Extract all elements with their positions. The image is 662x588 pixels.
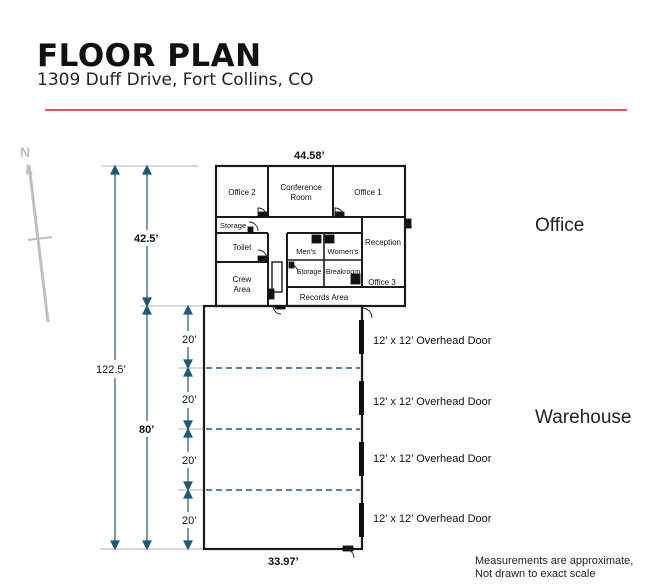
disclaimer-line-2: Not drawn to exact scale [475,568,596,580]
dim-bottom-width: 33.97’ [268,556,299,568]
dimension-lines [100,166,204,549]
room-office-1: Office 1 [354,188,382,197]
overhead-door-label-3: 12’ x 12’ Overhead Door [373,453,492,465]
room-records-area: Records Area [299,293,349,302]
dim-warehouse-depth: 80’ [139,424,155,436]
page-title: FLOOR PLAN [37,38,262,74]
room-toilet: Toilet [232,243,252,252]
north-label: N [20,144,31,160]
room-breakroom: Breakroom [325,269,361,276]
north-arrow [20,144,52,322]
overhead-door-label-2: 12’ x 12’ Overhead Door [373,396,492,408]
room-storage-small: Storage [296,269,322,276]
room-storage-top: Storage [219,221,247,230]
dim-bay-1: 20’ [182,334,197,346]
property-address: 1309 Duff Drive, Fort Collins, CO [37,70,314,90]
dim-total-depth: 122.5’ [96,364,126,376]
warehouse-walls [204,306,364,549]
corridor-column [272,262,282,292]
room-mens: Men's [296,247,316,256]
overhead-door-label-4: 12’ x 12’ Overhead Door [373,513,492,525]
dim-bay-2: 20’ [182,394,197,406]
overhead-door-label-1: 12’ x 12’ Overhead Door [373,335,492,347]
room-womens: Women's [327,247,359,256]
room-office-3: Office 3 [368,278,396,287]
dim-top-width: 44.58’ [294,150,325,162]
room-reception: Reception [364,238,402,247]
room-conference-line2: Room [290,193,312,202]
measurement-disclaimer [475,555,633,581]
room-crew-line2: Area [233,285,251,294]
dim-bay-4: 20’ [182,515,197,527]
room-office-2: Office 2 [228,188,256,197]
room-crew-line1: Crew [232,275,252,284]
room-conference-line1: Conference [280,183,322,192]
section-office: Office [535,215,585,236]
disclaimer-line-1: Measurements are approximate, [475,555,634,567]
dim-office-depth: 42.5’ [134,233,159,245]
dim-bay-3: 20’ [182,455,197,467]
section-warehouse: Warehouse [535,407,632,428]
